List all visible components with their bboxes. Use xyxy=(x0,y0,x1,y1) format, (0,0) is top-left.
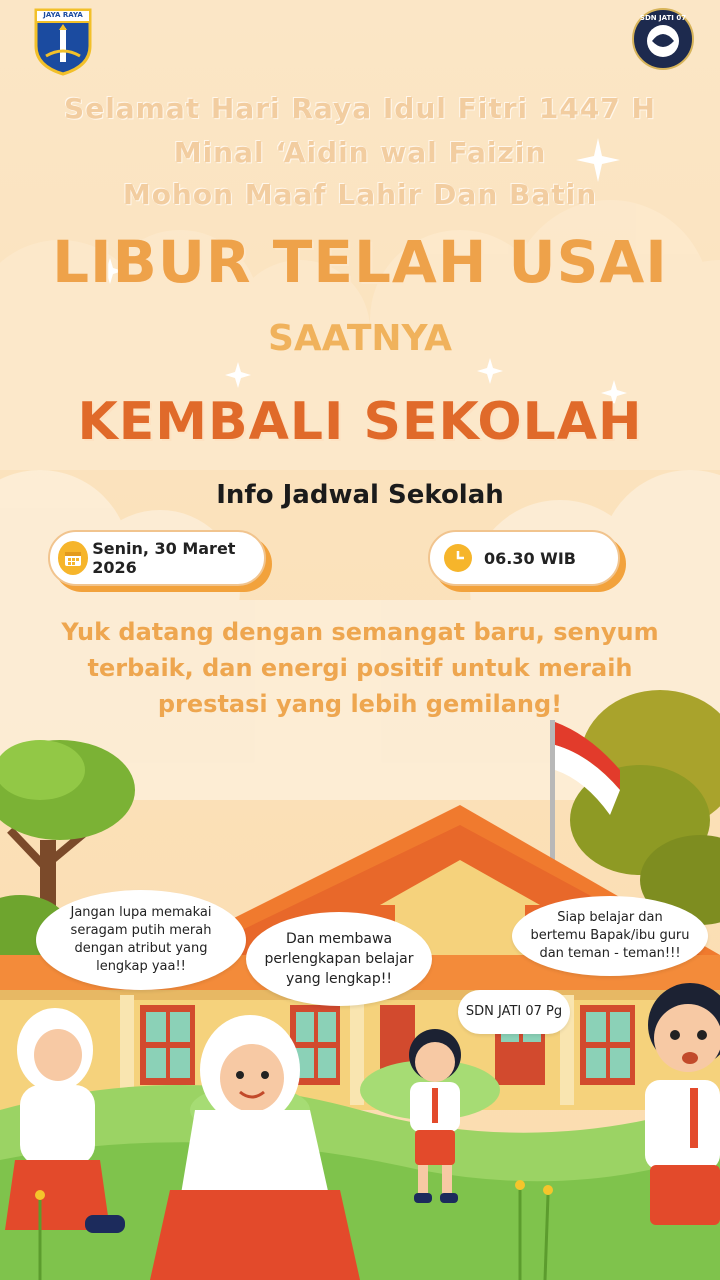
bubble-line: bertemu Bapak/ibu guru xyxy=(530,928,690,943)
headline-saatnya: SAATNYA xyxy=(267,318,453,359)
date-pill xyxy=(48,530,266,586)
bubble-line: lengkap yaa!! xyxy=(96,959,186,974)
school-seal-text: SDN JATI 07 xyxy=(639,14,687,22)
speech-bubble-ready xyxy=(512,896,708,976)
greeting-line-3: Mohon Maaf Lahir Dan Batin xyxy=(122,178,598,211)
bubble-line: seragam putih merah xyxy=(70,923,212,938)
greeting-line-2: Minal ‘Aidin wal Faizin xyxy=(173,136,547,169)
bubble-line: dengan atribut yang xyxy=(74,941,208,956)
bubble-line: yang lengkap!! xyxy=(286,971,392,987)
bubble-line: Dan membawa xyxy=(285,931,393,947)
message-line-2: terbaik, dan energi positif untuk meraih xyxy=(87,654,633,682)
schedule-date: Senin, 30 Maret 2026 xyxy=(92,539,236,577)
message-line-3: prestasi yang lebih gemilang! xyxy=(157,690,563,718)
school-sign-text: SDN JATI 07 Pg xyxy=(465,1004,563,1019)
message-line-1: Yuk datang dengan semangat baru, senyum xyxy=(61,618,659,646)
school-sign xyxy=(458,990,570,1034)
school-seal-logo xyxy=(632,8,694,70)
schedule-time: 06.30 WIB xyxy=(484,548,576,568)
clock-icon xyxy=(444,544,472,572)
greeting-line-1: Selamat Hari Raya Idul Fitri 1447 H xyxy=(64,92,656,125)
bubble-line: Jangan lupa memakai xyxy=(70,905,212,920)
bubble-line: perlengkapan belajar xyxy=(264,951,414,967)
speech-bubble-supplies xyxy=(246,912,432,1006)
speech-bubble-uniform xyxy=(36,890,246,990)
calendar-icon xyxy=(58,541,88,575)
time-pill xyxy=(428,530,620,586)
jaya-raya-logo xyxy=(32,6,94,76)
schedule-title: Info Jadwal Sekolah xyxy=(216,480,504,510)
headline-kembali: KEMBALI SEKOLAH xyxy=(77,392,643,452)
bubble-line: Siap belajar dan xyxy=(557,910,663,925)
jaya-raya-text: JAYA RAYA xyxy=(43,11,83,19)
bubble-line: dan teman - teman!!! xyxy=(539,946,681,961)
headline-libur: LIBUR TELAH USAI xyxy=(52,228,668,296)
